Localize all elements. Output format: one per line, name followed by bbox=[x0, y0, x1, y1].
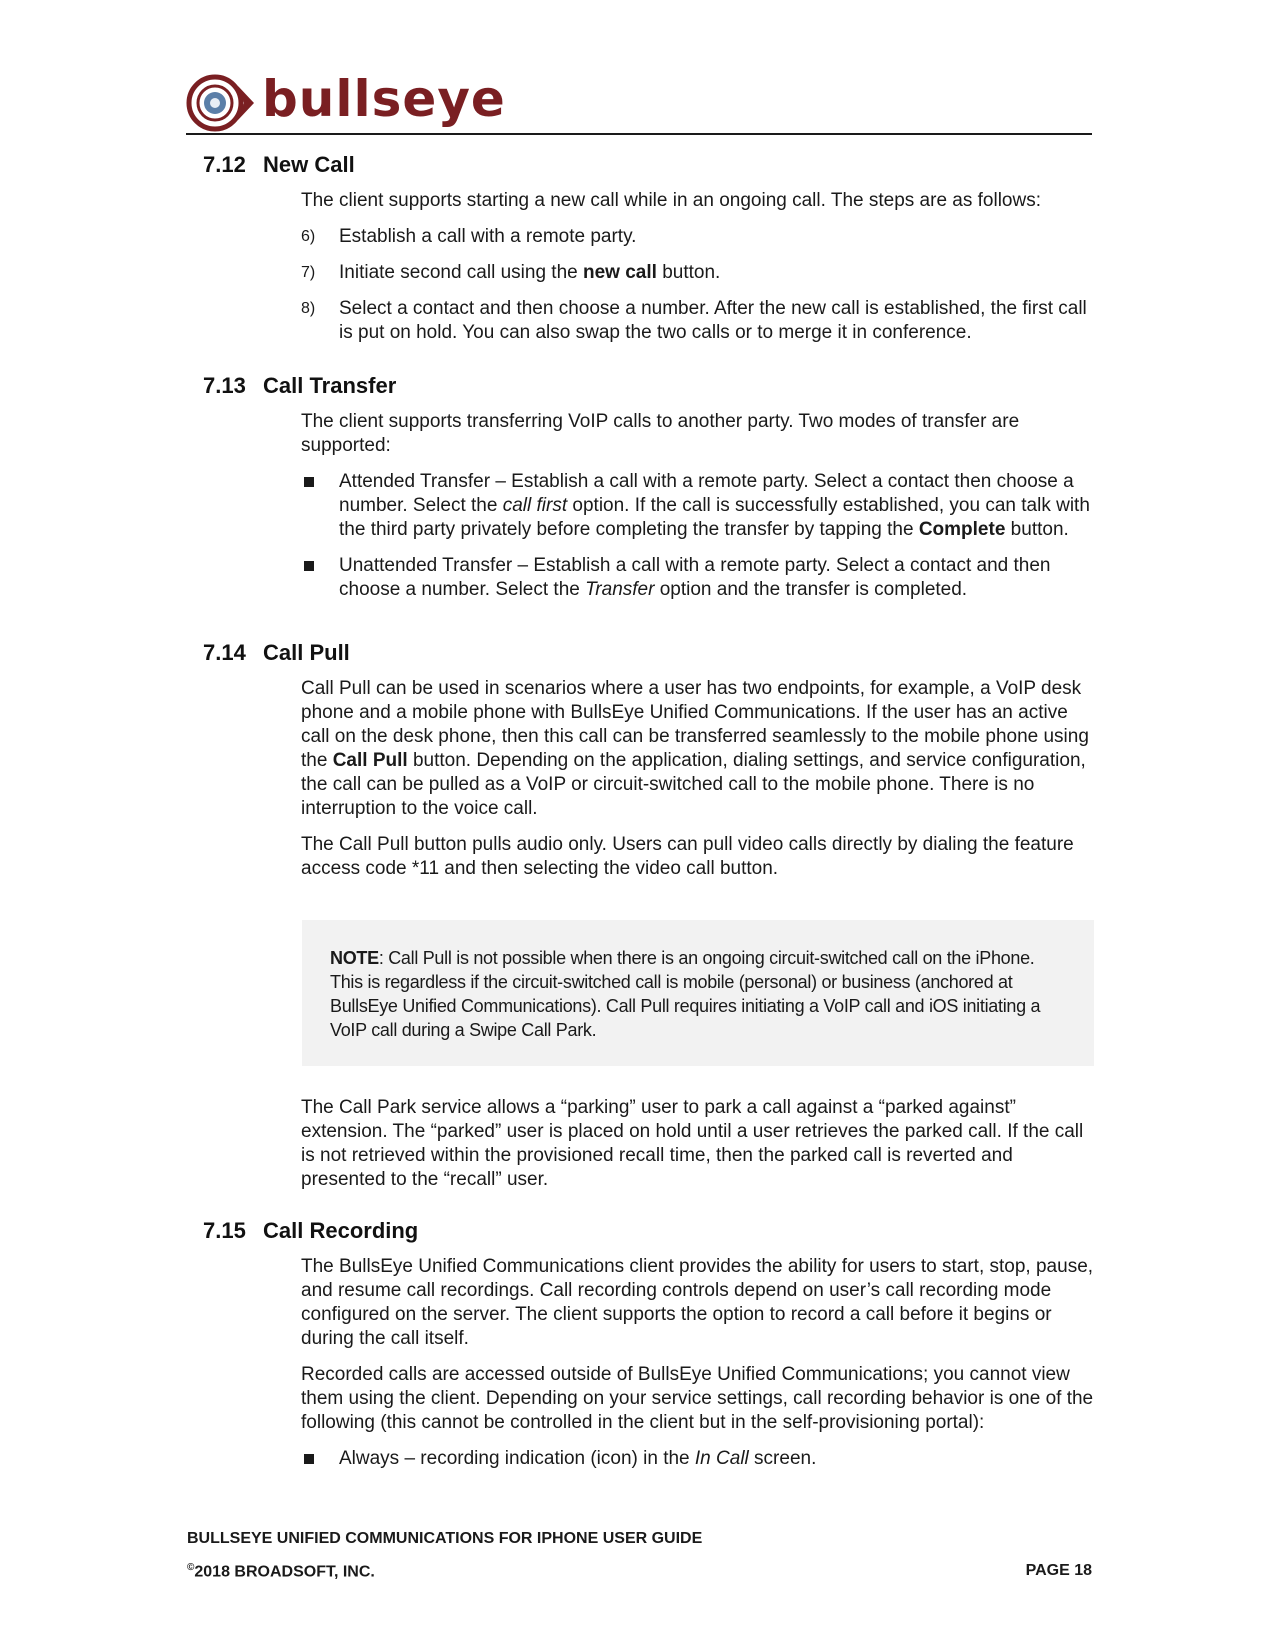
bold-term: new call bbox=[583, 262, 657, 283]
bold-term: Call Pull bbox=[332, 750, 408, 771]
bullseye-logo-icon bbox=[186, 72, 258, 134]
section-heading-7-14 bbox=[203, 640, 350, 666]
section-number: 7.14 bbox=[203, 640, 246, 665]
section-title: Call Recording bbox=[263, 1218, 419, 1243]
bullet-text: option. If the call is successfully established, you can talk with the third party privately before completing the transfer by tapping the bbox=[339, 495, 1090, 540]
bullet-item bbox=[301, 470, 1096, 542]
square-bullet-icon bbox=[304, 561, 314, 571]
section-number: 7.12 bbox=[203, 152, 246, 177]
list-text: Initiate second call using the bbox=[339, 262, 583, 283]
note-box bbox=[302, 920, 1094, 1066]
paragraph-text: Call Pull can be used in scenarios where a user has two endpoints, for example, a VoIP desk phone and a mobile phone with BullsEye Unified Communications. If the user has an active call on the desk phone, then this call can be transferred seamlessly to the mobile phone using the bbox=[301, 678, 1089, 771]
section-title: Call Transfer bbox=[263, 373, 397, 398]
section-body-7-15 bbox=[301, 1255, 1096, 1483]
bold-term: Complete bbox=[918, 519, 1006, 540]
section-title: New Call bbox=[263, 152, 355, 177]
italic-term: call first bbox=[502, 495, 568, 516]
list-text: Establish a call with a remote party. bbox=[339, 226, 637, 247]
bullet-text: Unattended Transfer – Establish a call with a remote party. Select a contact and then choose a number. Select the bbox=[339, 555, 1051, 600]
bullet-text: Always – recording indication (icon) in the bbox=[339, 1448, 695, 1469]
paragraph: The client supports starting a new call while in an ongoing call. The steps are as follows: bbox=[301, 190, 1041, 211]
section-body-7-14 bbox=[301, 677, 1096, 893]
note-text: : Call Pull is not possible when there is an ongoing circuit-switched call on the iPhone. This is regardless if the circuit-switched call is mobile (personal) or business (anchored at BullsEye Unified Communications). Call Pull requires initiating a VoIP call and iOS initiating a VoIP call during a Swipe Call Park. bbox=[330, 948, 1041, 1040]
list-item bbox=[301, 261, 1096, 285]
copyright-mark: © bbox=[187, 1562, 195, 1573]
paragraph bbox=[301, 677, 1096, 821]
list-number: 6) bbox=[301, 228, 316, 245]
section-number: 7.13 bbox=[203, 373, 246, 398]
header-divider bbox=[186, 133, 1092, 135]
section-title: Call Pull bbox=[263, 640, 350, 665]
paragraph: Recorded calls are accessed outside of BullsEye Unified Communications; you cannot view them using the client. Depending on your service settings, call recording behavior is one of the following (this cannot be controlled in the client but in the self-provisioning portal): bbox=[301, 1364, 1094, 1433]
section-heading-7-15 bbox=[203, 1218, 418, 1244]
italic-term: In Call bbox=[694, 1448, 749, 1469]
section-heading-7-12 bbox=[203, 152, 355, 178]
square-bullet-icon bbox=[304, 1454, 314, 1464]
italic-term: Transfer bbox=[585, 579, 655, 600]
note-label: NOTE bbox=[330, 948, 379, 968]
section-heading-7-13 bbox=[203, 373, 396, 399]
paragraph-text: button. Depending on the application, dialing settings, and service configuration, the call can be pulled as a VoIP or circuit-switched call to the mobile phone. There is no interruption to the voice call. bbox=[301, 750, 1086, 819]
bullet-text: Attended Transfer – Establish a call with a remote party. Select a contact then choose a number. Select the bbox=[339, 471, 1074, 516]
copyright-text: 2018 BROADSOFT, INC. bbox=[194, 1563, 375, 1581]
paragraph: The client supports transferring VoIP calls to another party. Two modes of transfer are supported: bbox=[301, 411, 1020, 456]
bullet-text: button. bbox=[1005, 519, 1069, 540]
bullet-item bbox=[301, 554, 1096, 602]
square-bullet-icon bbox=[304, 477, 314, 487]
paragraph: The BullsEye Unified Communications client provides the ability for users to start, stop, pause, and resume call recordings. Call recording controls depend on user’s call recording mode configured on the server. The client supports the option to record a call before it begins or during the call itself. bbox=[301, 1256, 1094, 1349]
bullet-text: option and the transfer is completed. bbox=[654, 579, 968, 600]
section-body-7-13 bbox=[301, 410, 1096, 614]
section-number: 7.15 bbox=[203, 1218, 246, 1243]
bullet-item bbox=[301, 1447, 1096, 1471]
list-item bbox=[301, 225, 1096, 249]
page-number: PAGE 18 bbox=[1025, 1562, 1092, 1579]
logo-wordmark: bullseye bbox=[262, 70, 506, 128]
list-item bbox=[301, 297, 1096, 345]
list-number: 8) bbox=[301, 300, 316, 317]
footer-copyright bbox=[187, 1562, 375, 1581]
footer-title: BULLSEYE UNIFIED COMMUNICATIONS FOR IPHONE USER GUIDE bbox=[187, 1530, 703, 1547]
paragraph: The Call Park service allows a “parking” user to park a call against a “parked against” extension. The “parked” user is placed on hold until a user retrieves the parked call. If the call is not retrieved within the provisioned recall time, then the parked call is reverted and presented to the “recall” user. bbox=[301, 1097, 1084, 1190]
bullet-text: screen. bbox=[748, 1448, 817, 1469]
list-text: Select a contact and then choose a number. After the new call is established, the first call is put on hold. You can also swap the two calls or to merge it in conference. bbox=[339, 298, 1087, 343]
list-text: button. bbox=[656, 262, 721, 283]
header bbox=[186, 72, 1092, 134]
list-number: 7) bbox=[301, 264, 316, 281]
section-body-7-12 bbox=[301, 189, 1096, 357]
paragraph: The Call Pull button pulls audio only. Users can pull video calls directly by dialing the feature access code *11 and then selecting the video call button. bbox=[301, 834, 1074, 879]
section-body-7-14-continued bbox=[301, 1096, 1096, 1204]
